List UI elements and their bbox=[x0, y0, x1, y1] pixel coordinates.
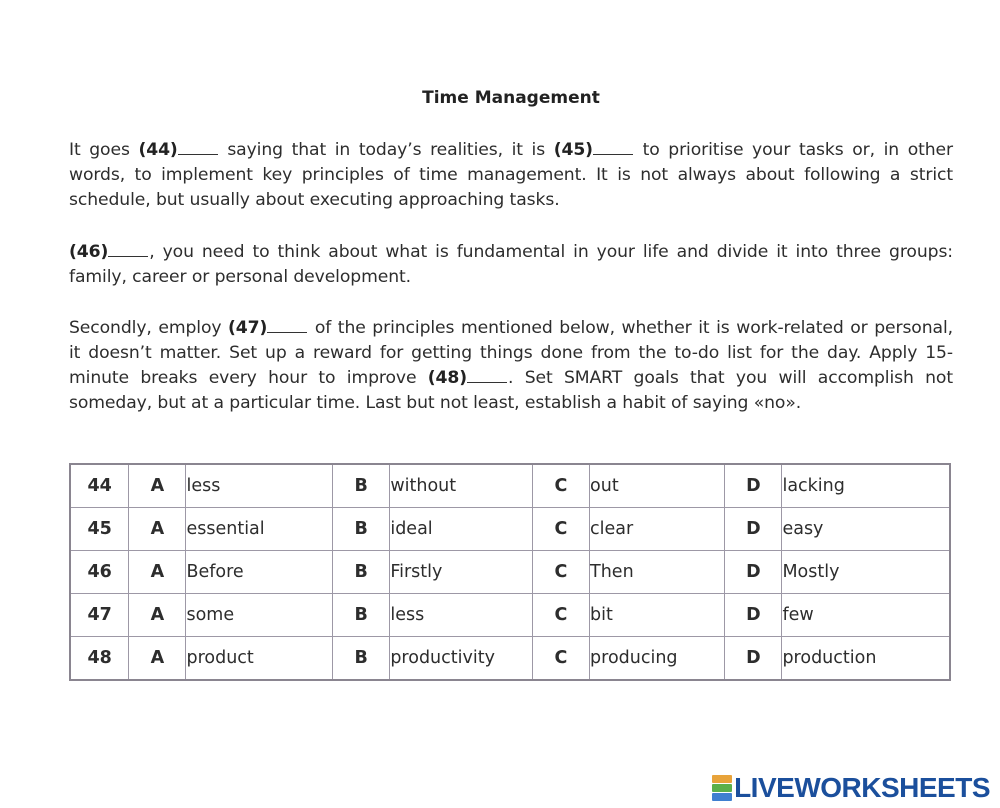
option-d-text[interactable]: lacking bbox=[782, 464, 950, 508]
option-letter: D bbox=[725, 594, 782, 637]
answer-blank-44[interactable] bbox=[178, 140, 218, 155]
option-b-text[interactable]: ideal bbox=[390, 508, 533, 551]
option-d-text[interactable]: easy bbox=[782, 508, 950, 551]
option-letter: C bbox=[532, 637, 589, 681]
question-number-45: (45) bbox=[553, 140, 593, 160]
option-a-text[interactable]: Before bbox=[186, 551, 333, 594]
option-letter: B bbox=[333, 551, 390, 594]
option-c-text[interactable]: clear bbox=[590, 508, 725, 551]
liveworksheets-mark-icon bbox=[712, 775, 732, 801]
option-a-text[interactable]: less bbox=[186, 464, 333, 508]
answer-blank-45[interactable] bbox=[593, 140, 633, 155]
paragraph-text: Secondly, employ bbox=[69, 318, 229, 338]
table-row bbox=[70, 637, 950, 681]
option-letter: A bbox=[129, 551, 186, 594]
option-a-text[interactable]: essential bbox=[186, 508, 333, 551]
paragraph-1 bbox=[69, 138, 953, 213]
option-letter: C bbox=[532, 594, 589, 637]
option-d-text[interactable]: production bbox=[782, 637, 950, 681]
paragraph-text: saying that in today’s realities, it is bbox=[218, 140, 554, 160]
option-b-text[interactable]: without bbox=[390, 464, 533, 508]
option-b-text[interactable]: less bbox=[390, 594, 533, 637]
answer-blank-48[interactable] bbox=[467, 368, 507, 383]
question-number-47: (47) bbox=[228, 318, 268, 338]
question-number-cell: 47 bbox=[70, 594, 129, 637]
option-d-text[interactable]: Mostly bbox=[782, 551, 950, 594]
option-letter: D bbox=[725, 551, 782, 594]
question-number-44: (44) bbox=[138, 140, 178, 160]
option-letter: C bbox=[532, 508, 589, 551]
liveworksheets-logo bbox=[712, 773, 990, 803]
table-row bbox=[70, 464, 950, 508]
answer-options-table bbox=[69, 463, 951, 681]
option-letter: A bbox=[129, 594, 186, 637]
option-letter: C bbox=[532, 551, 589, 594]
question-number-46: (46) bbox=[69, 242, 109, 262]
option-c-text[interactable]: producing bbox=[590, 637, 725, 681]
option-d-text[interactable]: few bbox=[782, 594, 950, 637]
answer-blank-46[interactable] bbox=[108, 242, 148, 257]
page-title: Time Management bbox=[422, 88, 600, 108]
option-letter: A bbox=[129, 464, 186, 508]
table-row bbox=[70, 551, 950, 594]
option-letter: B bbox=[333, 508, 390, 551]
option-letter: C bbox=[532, 464, 589, 508]
option-letter: B bbox=[333, 464, 390, 508]
option-c-text[interactable]: out bbox=[590, 464, 725, 508]
question-number-cell: 45 bbox=[70, 508, 129, 551]
option-b-text[interactable]: productivity bbox=[390, 637, 533, 681]
option-letter: A bbox=[129, 637, 186, 681]
option-c-text[interactable]: bit bbox=[590, 594, 725, 637]
table-row bbox=[70, 508, 950, 551]
option-a-text[interactable]: product bbox=[186, 637, 333, 681]
option-letter: D bbox=[725, 637, 782, 681]
option-letter: B bbox=[333, 637, 390, 681]
question-number-cell: 46 bbox=[70, 551, 129, 594]
paragraph-text: to prioritise your tasks or, in other words, to implement key principles of time management. It is not always about following a strict schedule, but usually about executing approaching tasks. bbox=[69, 140, 954, 210]
paragraph-text: , you need to think about what is fundamental in your life and divide it into three groups: family, career or personal development. bbox=[69, 242, 953, 287]
option-letter: D bbox=[725, 508, 782, 551]
answer-blank-47[interactable] bbox=[267, 318, 307, 333]
option-letter: A bbox=[129, 508, 186, 551]
question-number-48: (48) bbox=[427, 368, 468, 388]
option-letter: D bbox=[725, 464, 782, 508]
question-number-cell: 44 bbox=[70, 464, 129, 508]
paragraph-text: . Set SMART goals that you will accomplish not someday, but at a particular time. Last but not least, establish a habit of saying «no». bbox=[69, 368, 953, 413]
option-c-text[interactable]: Then bbox=[590, 551, 725, 594]
option-a-text[interactable]: some bbox=[186, 594, 333, 637]
paragraph-text: of the principles mentioned below, whether it is work-related or personal, it doesn’t matter. Set up a reward for getting things done from the to-do list for the day. Apply 15-minute breaks every hour to improve bbox=[69, 318, 953, 388]
paragraph-text: It goes bbox=[69, 140, 139, 160]
paragraph-3 bbox=[69, 316, 953, 416]
question-number-cell: 48 bbox=[70, 637, 129, 681]
option-b-text[interactable]: Firstly bbox=[390, 551, 533, 594]
liveworksheets-wordmark: LIVEWORKSHEETS bbox=[734, 772, 990, 803]
paragraph-2 bbox=[69, 240, 953, 290]
option-letter: B bbox=[333, 594, 390, 637]
table-row bbox=[70, 594, 950, 637]
